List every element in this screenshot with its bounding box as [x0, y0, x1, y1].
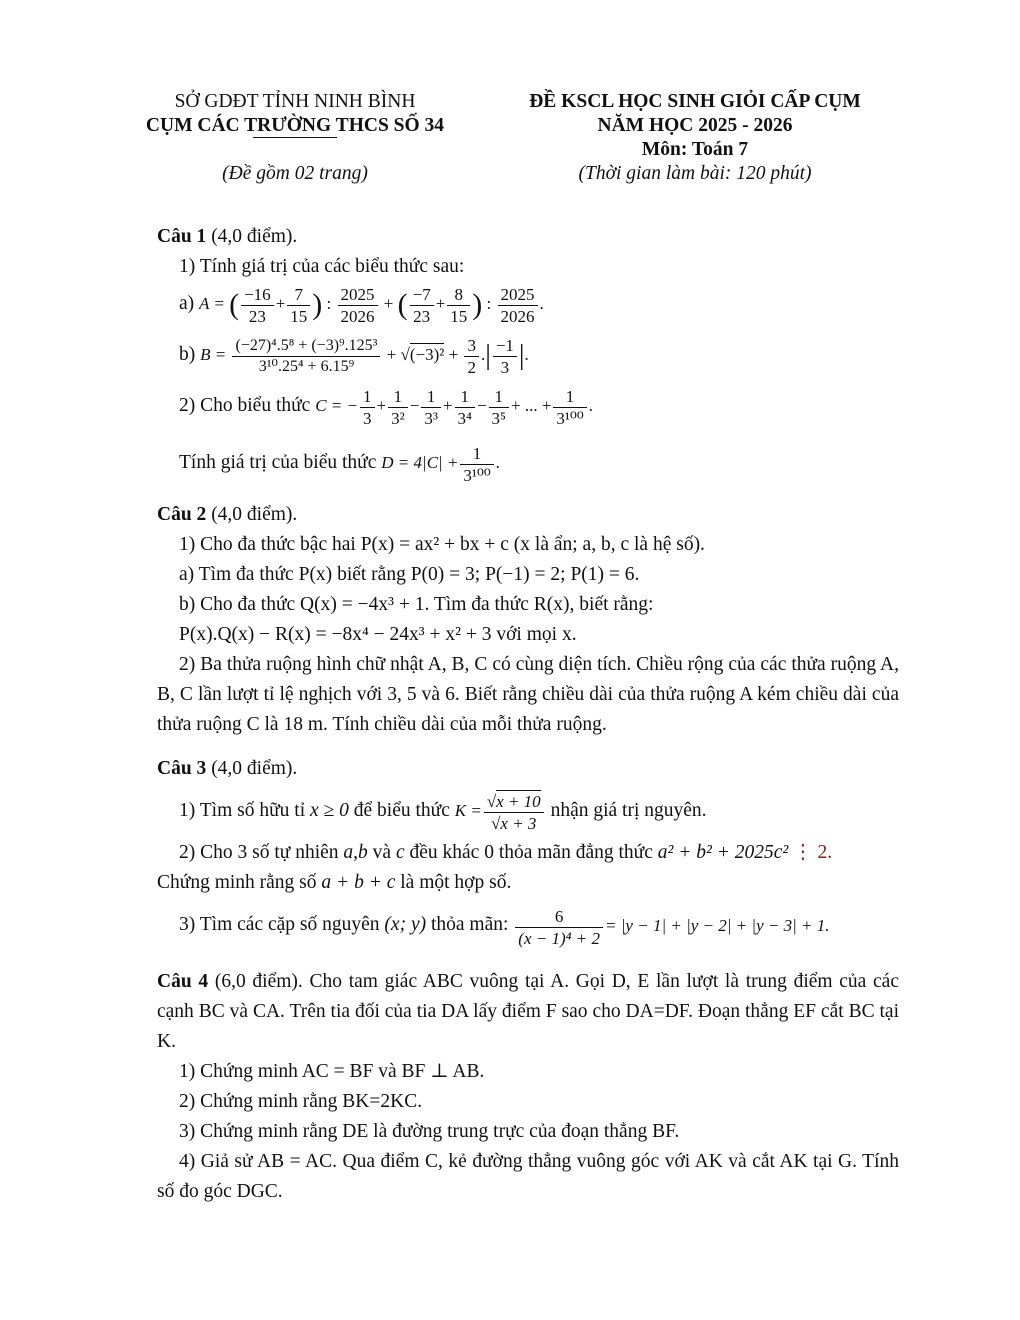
page-count-note: (Đề gồm 02 trang)	[222, 163, 368, 184]
question-1	[157, 222, 899, 486]
q1-expr-a: a) A = ( $\frac{-16}{23}$ + $\frac{7}{15}$ ) : $\frac{2025}{2026}$ + ( $\frac{-7}{23}$ + $\frac{8}{15}$ ) : $\frac{2025}{2026}$ .	[179, 284, 544, 326]
question-1-title: Câu 1	[157, 226, 207, 247]
q3-line2: 2) Cho 3 số tự nhiên a,b và c đều khác 0 thỏa mãn đẳng thức a² + b² + 2025c² ⋮ 2.	[179, 842, 833, 864]
question-3	[157, 754, 899, 953]
question-3-title: Câu 3	[157, 757, 207, 779]
q3-line1: 1) Tìm số hữu tỉ x ≥ 0 để biểu thức K = $\frac{√x + 10}{√x + 3}$ nhận giá trị nguyên.	[179, 791, 707, 833]
question-4	[157, 967, 899, 1207]
q1-part3: Tính giá trị của biểu thức D = 4|C| + $\frac{1}{\text{3¹⁰⁰}}$ .	[179, 443, 500, 485]
time-note: (Thời gian làm bài: 120 phút)	[578, 163, 812, 184]
school-year: NĂM HỌC 2025 - 2026	[597, 115, 793, 136]
q3-line4: 3) Tìm các cặp số nguyên (x; y) thỏa mãn: $\frac{6}{\text{(x − 1)⁴ + 2}}$ = |y − 1| + |y − 2| + |y − 3| + 1.	[179, 906, 830, 948]
q1-part2: 2) Cho biểu thức C = − $\frac{1}{3}$ + $\frac{1}{\text{3²}}$ − $\frac{1}{\text{3³}}$ + $\frac{1}{\text{3⁴}}$ − $\frac{1}{\text{3⁵}}$ + ... + $\frac{1}{\text{3¹⁰⁰}}$ .	[179, 387, 593, 429]
q1-part1: 1) Tính giá trị của các biểu thức sau:	[179, 256, 465, 277]
exam-content	[157, 222, 899, 1207]
q4-line3: 3) Chứng minh rằng DE là đường trung trực của đoạn thẳng BF.	[179, 1120, 680, 1142]
header-divider	[253, 137, 337, 138]
q1-expr-b: b) B = $\frac{\text{(−27)⁴.5⁸ + (−3)⁹.125³}}{\text{3¹⁰.25⁴ + 6.15⁹}}$ + √(−3)² + $\frac{3}{2}$ .| $\frac{-1}{3}$ |.	[179, 335, 529, 377]
question-4-title: Câu 4	[157, 970, 209, 992]
q4-line4: 4) Giả sử AB = AC. Qua điểm C, kẻ đường thẳng vuông góc với AK và cắt AK tại G. Tính số đo góc DGC.	[157, 1150, 899, 1202]
question-4-points: (6,0 điểm).	[208, 970, 303, 992]
school-cluster	[110, 114, 480, 138]
q4-line1: 1) Chứng minh AC = BF và BF ⊥ AB.	[179, 1060, 485, 1082]
question-3-points: (4,0 điểm).	[206, 757, 298, 779]
school-cluster-text: CỤM CÁC TRƯỜNG THCS SỐ 34	[145, 115, 445, 136]
question-1-points: (4,0 điểm).	[206, 226, 298, 247]
q2-line5: 2) Ba thửa ruộng hình chữ nhật A, B, C có cùng diện tích. Chiều rộng của các thửa ruộng A, B, C lần lượt tỉ lệ nghịch với 3, 5 và 6. Biết rằng chiều dài của thửa ruộng A kém chiều dài của thửa ruộng C là 18 m. Tính chiều dài của mỗi thửa ruộng.	[157, 653, 899, 735]
question-2-title: Câu 2	[157, 503, 207, 525]
q4-intro: Câu 4 (6,0 điểm). Cho tam giác ABC vuông tại A. Gọi D, E lần lượt là trung điểm của các cạnh BC và CA. Trên tia đối của tia DA lấy điểm F sao cho DA=DF. Đoạn thẳng EF cắt BC tại K.	[157, 970, 899, 1052]
q4-line2: 2) Chứng minh rằng BK=2KC.	[179, 1090, 423, 1112]
question-2-points: (4,0 điểm).	[206, 503, 298, 525]
q2-line4: P(x).Q(x) − R(x) = −8x⁴ − 24x³ + x² + 3 với mọi x.	[179, 623, 577, 645]
q2-line3: b) Cho đa thức Q(x) = −4x³ + 1. Tìm đa thức R(x), biết rằng:	[179, 593, 654, 615]
subject: Môn: Toán 7	[641, 139, 749, 160]
header-right	[490, 90, 900, 186]
department-name: SỞ GDĐT TỈNH NINH BÌNH	[174, 91, 416, 112]
exam-title: ĐỀ KSCL HỌC SINH GIỎI CẤP CỤM	[529, 91, 861, 112]
q2-line1: 1) Cho đa thức bậc hai P(x) = ax² + bx + c (x là ẩn; a, b, c là hệ số).	[179, 533, 705, 555]
question-2	[157, 500, 899, 740]
q3-line3: Chứng minh rằng số a + b + c là một hợp số.	[157, 872, 512, 894]
q2-line2: a) Tìm đa thức P(x) biết rằng P(0) = 3; P(−1) = 2; P(1) = 6.	[179, 563, 640, 585]
header-left	[110, 90, 480, 186]
